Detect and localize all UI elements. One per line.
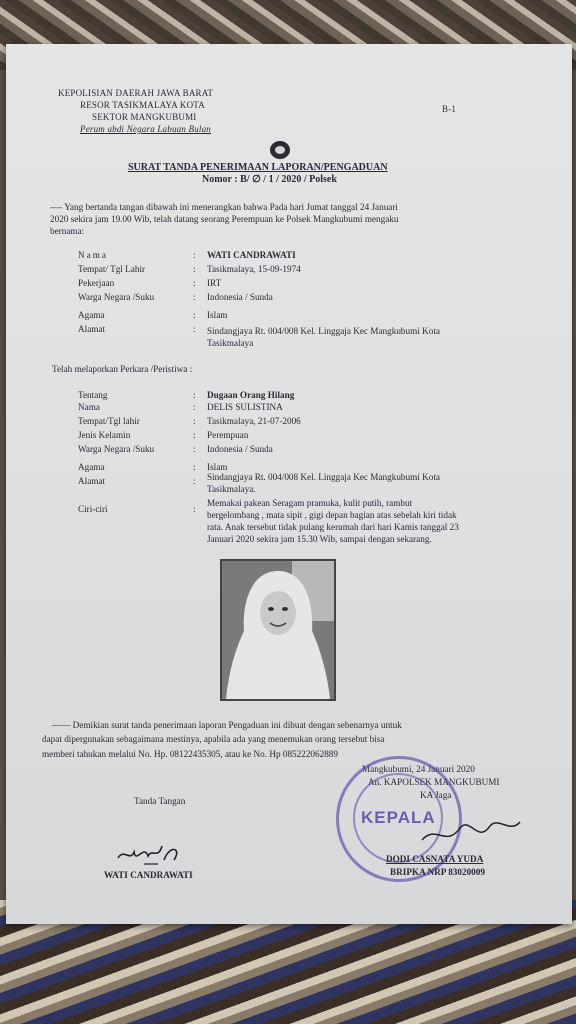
reporter-ttl-label: Tempat/ Tgl Lahir [78,264,146,274]
reporter-alamat-line-1: Sindangjaya Rt. 004/008 Kel. Linggaja Kec Mangkubumi Kota [207,326,440,336]
reporter-nama-value: WATI CANDRAWATI [207,250,296,260]
tanda-tangan-label: Tanda Tangan [134,796,186,806]
officer-signature-icon [416,804,526,854]
colon: : [193,476,196,486]
officer-name: DODI CASNATA YUDA [386,854,484,864]
case-ciri-line-3: rata. Anak tersebut tidak pulang kerumah dari hari Kamis tanggal 23 [207,522,459,532]
header-line-1: KEPOLISIAN DAERAH JAWA BARAT [58,88,214,98]
colon: : [193,430,196,440]
case-agama-label: Agama [78,462,105,472]
case-ciri-line-1: Memakai pakean Seragam pramuka, kulit putih, rambut [207,498,413,508]
reporter-pekerjaan-label: Pekerjaan [78,278,115,288]
missing-person-photo [220,559,336,701]
case-alamat-label: Alamat [78,476,106,486]
colon: : [193,250,196,260]
colon: : [193,504,196,514]
closing-line-1: —— Demikian surat tanda penerimaan laporan Pengaduan ini dibuat dengan sebenarnya untuk [52,720,402,730]
case-jk-label: Jenis Kelamin [78,430,131,440]
intro-line-1: ---- Yang bertanda tangan dibawah ini menerangkan bahwa Pada hari Jumat tanggal 24 Januari [50,202,398,212]
case-nama-value: DELIS SULISTINA [207,402,283,412]
colon: : [193,462,196,472]
reporter-signature-name: WATI CANDRAWATI [104,870,193,880]
intro-line-2: 2020 sekira jam 19.00 Wib, telah datang seorang Perempuan ke Polsek Mangkubumi mengaku [50,214,399,224]
case-agama-value: Islam [207,462,228,472]
reporter-pekerjaan-value: IRT [207,278,222,288]
document-title: SURAT TANDA PENERIMAAN LAPORAN/PENGADUAN [128,162,388,173]
reporter-ttl-value: Tasikmalaya, 15-09-1974 [207,264,301,274]
intro-line-3: bernama: [50,226,85,236]
reporter-signature-icon [114,834,194,868]
reporter-wn-value: Indonesia / Sunda [207,292,273,302]
header-line-3: SEKTOR MANGKUBUMI [92,112,197,122]
case-tentang-label: Tentang [78,390,108,400]
colon: : [193,310,196,320]
case-wn-label: Warga Negara /Suku [78,444,155,454]
closing-line-3: memberi tahukan melalui No. Hp. 08122435305, atau ke No. Hp 085222062889 [42,749,338,759]
police-emblem-icon [269,140,291,160]
closing-line-2: dapat dipergunakan sebagaimana mestinya, apabila ada yang menemukan orang tersebut bisa [42,734,385,744]
officer-rank: BRIPKA NRP 83020009 [390,867,485,877]
colon: : [193,324,196,334]
colon: : [193,264,196,274]
sign-place-date: Mangkubumi, 24 Januari 2020 [362,764,475,774]
case-ttl-value: Tasikmalaya, 21-07-2006 [207,416,301,426]
reporter-agama-label: Agama [78,310,105,320]
case-alamat-line-2: Tasikmalaya. [207,484,256,494]
colon: : [193,444,196,454]
case-alamat-line-1: Sindangjaya Rt. 004/008 Kel. Linggaja Kec Mangkubumi Kota [207,472,440,482]
document-number: Nomor : B/ ∅ / 1 / 2020 / Polsek [202,174,337,185]
stamp-text: KEPALA [361,808,436,827]
reporter-alamat-line-2: Tasikmalaya [207,338,254,348]
colon: : [193,292,196,302]
reported-heading: Telah melaporkan Perkara /Peristiwa : [52,364,193,374]
sign-role: KA Jaga [420,790,452,800]
case-ciri-line-2: bergelombang , mata sipit , gigi depan bagian atas sebelah kiri tidak [207,510,457,520]
header-line-2: RESOR TASIKMALAYA KOTA [80,100,205,110]
case-jk-value: Perempuan [207,430,249,440]
case-ciri-label: Ciri-ciri [78,504,108,514]
reporter-nama-label: Nama [78,250,108,260]
colon: : [193,402,196,412]
sign-on-behalf: An. KAPOLSEK MANGKUBUMI [368,777,500,787]
case-nama-label: Nama [78,402,100,412]
document-paper [6,44,572,924]
reporter-alamat-label: Alamat [78,324,106,334]
reporter-wn-label: Warga Negara /Suku [78,292,155,302]
colon: : [193,278,196,288]
case-ttl-label: Tempat/Tgl lahir [78,416,140,426]
header-line-4: Perum abdi Negara Labuan Bulan [80,124,211,134]
colon: : [193,390,196,400]
document-code: B-1 [442,104,457,114]
case-tentang-value: Dugaan Orang Hilang [207,390,295,400]
colon: : [193,416,196,426]
case-wn-value: Indonesia / Sunda [207,444,273,454]
reporter-agama-value: Islam [207,310,228,320]
case-ciri-line-4: Januari 2020 sekira jam 15.30 Wib, sampai dengan sekarang. [207,534,432,544]
